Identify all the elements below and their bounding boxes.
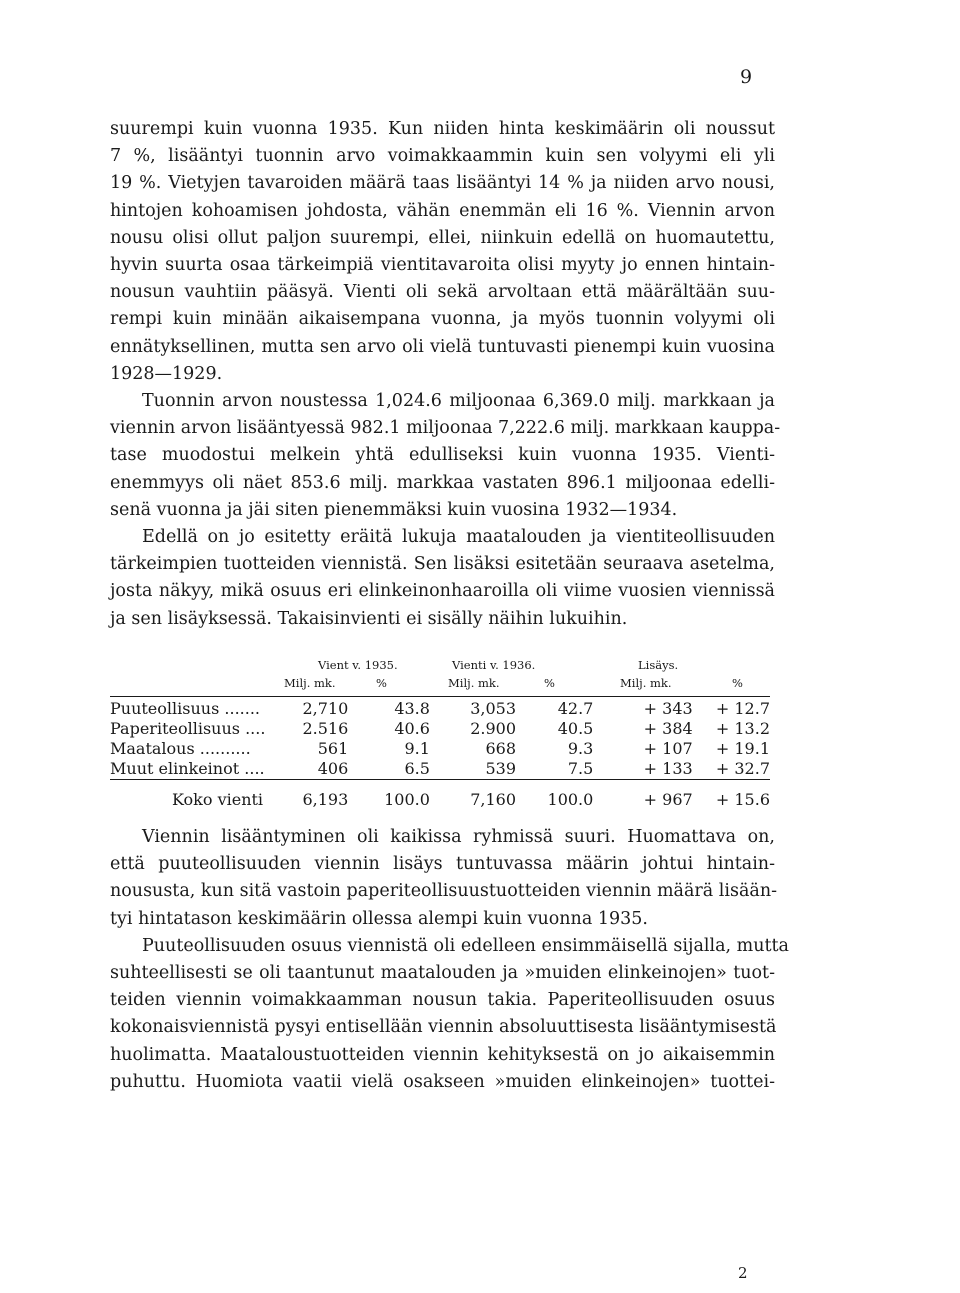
cell-value: 42.7 <box>516 697 593 720</box>
text-line: puhuttu. Huomiota vaatii vielä osakseen »muiden elinkeinojen» tuottei- <box>110 1071 775 1092</box>
total-value: 100.0 <box>348 780 430 811</box>
cell-value: + 19.1 <box>715 739 770 758</box>
leader-dots: .... <box>245 719 266 738</box>
table-group-headers <box>110 658 770 676</box>
text-line: 1928—1929. <box>110 363 223 384</box>
leader-dots: .......... <box>199 739 251 758</box>
text-line: Tuonnin arvon noustessa 1,024.6 miljoonaa 6,369.0 milj. markkaan ja <box>142 391 775 412</box>
sub-header: % <box>376 676 387 690</box>
sub-header: % <box>544 676 555 690</box>
export-table <box>110 658 770 810</box>
text-line: hintojen kohoamisen johdosta, vähän enemmän eli 16 %. Viennin arvon <box>110 200 775 221</box>
cell-value: 6.5 <box>404 759 430 778</box>
row-label: Paperiteollisuus <box>110 719 240 738</box>
total-value: + 15.6 <box>693 780 770 811</box>
sub-header: % <box>732 676 743 690</box>
text-line: 19 %. Vietyjen tavaroiden määrä taas lisääntyi 14 % ja niiden arvo nousi, <box>110 173 775 194</box>
cell-value: 7.5 <box>567 759 594 778</box>
cell-value: 9.3 <box>567 739 594 758</box>
leader-dots: ....... <box>224 699 260 718</box>
text-line: senä vuonna ja jäi siten pienemmäksi kuin vuosina 1932—1934. <box>110 499 678 520</box>
cell-value: 40.5 <box>557 719 594 738</box>
group-header-increase: Lisäys. <box>638 658 679 672</box>
total-value: 7,160 <box>430 780 516 811</box>
text-line: huolimatta. Maataloustuotteiden viennin kehityksestä on jo aikaisemmin <box>110 1044 775 1065</box>
total-value: 100.0 <box>516 780 593 811</box>
cell-value: 43.8 <box>348 697 430 720</box>
text-line: nousu olisi ollut paljon suurempi, ellei, niinkuin edellä on huomautettu, <box>110 227 775 248</box>
cell-value: 2,710 <box>298 697 349 720</box>
text-line: hyvin suurta osaa tärkeimpiä vientitavaroita olisi myyty jo ennen hintain- <box>110 255 775 276</box>
text-line: ennätyksellinen, mutta sen arvo oli vielä tuntuvasti pienempi kuin vuosina <box>110 336 775 357</box>
cell-value: + 133 <box>643 759 693 778</box>
text-line: suurempi kuin vuonna 1935. Kun niiden hinta keskimäärin oli noussut <box>110 119 775 139</box>
total-value: + 967 <box>593 780 692 811</box>
text-line: viennin arvon lisääntyessä 982.1 miljoonaa 7,222.6 milj. markkaan kauppa- <box>110 418 781 439</box>
text-line: tyi hintatason keskimäärin ollessa alempi kuin vuonna 1935. <box>110 908 648 929</box>
cell-value: 2.900 <box>470 719 517 738</box>
total-value: 6,193 <box>298 780 349 811</box>
table-row <box>110 759 770 780</box>
text-line: Puuteollisuuden osuus viennistä oli edelleen ensimmäisellä sijalla, mutta <box>142 935 789 956</box>
text-line: suhteellisesti se oli taantunut maatalouden ja »muiden elinkeinojen» tuot- <box>110 963 775 984</box>
cell-value: + 32.7 <box>715 759 770 778</box>
text-line: enemmyys oli näet 853.6 milj. markkaa vastaten 896.1 miljoonaa edelli- <box>110 472 775 493</box>
cell-value: + 12.7 <box>693 697 770 720</box>
cell-value: + 343 <box>593 697 692 720</box>
text-line: Viennin lisääntyminen oli kaikissa ryhmissä suuri. Huomattava on, <box>142 827 775 847</box>
table-row <box>110 739 770 759</box>
cell-value: 3,053 <box>430 697 516 720</box>
text-line: tase muodostui melkein yhtä edulliseksi kuin vuonna 1935. Vienti- <box>110 445 775 466</box>
cell-value: + 107 <box>643 739 693 758</box>
text-line: Edellä on jo esitetty eräitä lukuja maatalouden ja vientiteollisuuden <box>142 527 775 548</box>
total-label: Koko vienti <box>172 790 264 809</box>
cell-value: 2.516 <box>302 719 349 738</box>
text-line: rempi kuin minään aikaisempana vuonna, ja myös tuonnin volyymi oli <box>110 309 775 330</box>
cell-value: + 384 <box>643 719 693 738</box>
body-text-top <box>110 116 781 633</box>
row-label: Muut elinkeinot <box>110 759 240 778</box>
group-header-1935: Vient v. 1935. <box>318 658 398 672</box>
text-line: noususta, kun sitä vastoin paperiteollisuustuotteiden viennin määrä lisään- <box>110 881 777 902</box>
cell-value: 668 <box>485 739 517 758</box>
table-row <box>110 719 770 739</box>
text-line: että puuteollisuuden viennin lisäys tuntuvassa määrin johtui hintain- <box>110 854 775 875</box>
row-label: Puuteollisuus <box>110 699 220 718</box>
table-row <box>110 697 770 720</box>
text-line: kokonaisviennistä pysyi entisellään viennin absoluuttisesta lisääntymisestä <box>110 1017 777 1038</box>
table-total-row <box>110 780 770 811</box>
cell-value: 40.6 <box>394 719 430 738</box>
leader-dots: .... <box>244 759 265 778</box>
row-label: Maatalous <box>110 739 195 758</box>
sub-header: Milj. mk. <box>620 676 672 690</box>
stats-table <box>110 696 770 810</box>
cell-value: 406 <box>317 759 349 778</box>
cell-value: 539 <box>485 759 517 778</box>
text-line: ja sen lisäyksessä. Takaisinvienti ei sisälly näihin lukuihin. <box>110 608 628 629</box>
sub-header: Milj. mk. <box>284 676 336 690</box>
text-line: nousun vauhtiin pääsyä. Vienti oli sekä arvoltaan että määrältään suu- <box>110 282 775 303</box>
group-header-1936: Vienti v. 1936. <box>452 658 536 672</box>
cell-value: + 13.2 <box>715 719 770 738</box>
text-line: tärkeimpien tuotteiden viennistä. Sen lisäksi esitetään seuraava asetelma, <box>110 554 775 575</box>
table-sub-headers <box>110 676 770 694</box>
text-line: 7 %, lisääntyi tuonnin arvo voimakkaammin kuin sen volyymi eli yli <box>110 146 775 167</box>
text-line: teiden viennin voimakkaamman nousun takia. Paperiteollisuuden osuus <box>110 990 775 1011</box>
sub-header: Milj. mk. <box>448 676 500 690</box>
body-text-bottom <box>110 824 789 1096</box>
cell-value: 9.1 <box>404 739 430 758</box>
page-number: 9 <box>740 66 753 88</box>
cell-value: 561 <box>317 739 349 758</box>
signature-mark: 2 <box>738 1264 748 1282</box>
text-line: josta näkyy, mikä osuus eri elinkeinonhaaroilla oli viime vuosien viennissä <box>110 581 775 602</box>
